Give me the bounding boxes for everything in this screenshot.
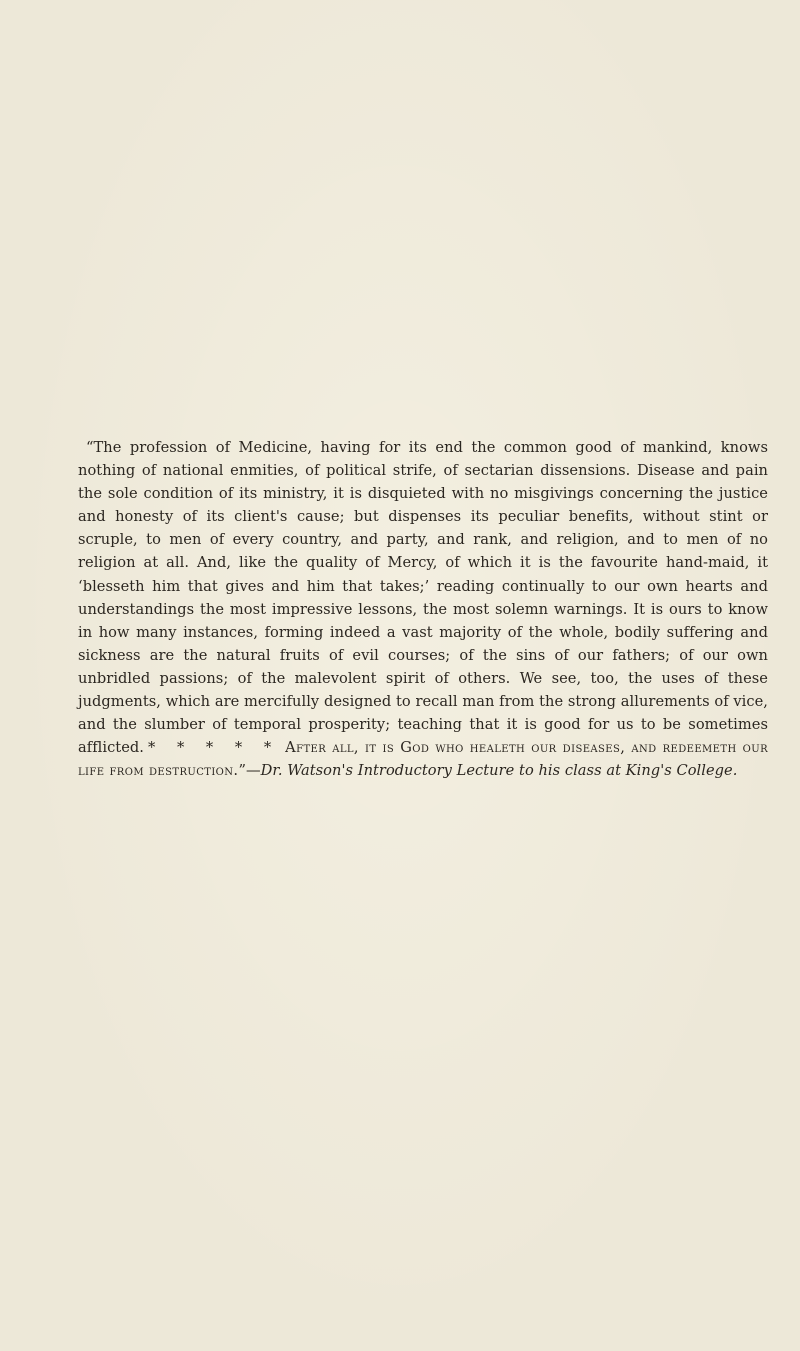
quotation-paragraph bbox=[78, 436, 768, 782]
attribution-citation: Dr. Watson's Introductory Lecture to his class at King's College. bbox=[260, 762, 738, 780]
closing-sentence-small-caps: After all, it is God who healeth our diseases, and redeemeth our life from destruction. bbox=[78, 739, 768, 780]
attribution-dash: — bbox=[245, 762, 261, 780]
closing-quote-mark: ” bbox=[238, 762, 246, 780]
quotation-body-text: The profession of Medicine, having for its end the common good of mankind, knows nothing of national enmities, of political strife, of sectarian dissensions. Disease and pain the sole condition of its ministry, it is disquieted with no misgivings concerning the justice and honesty of its client's cause; but dispenses its peculiar benefits, without stint or scruple, to men of every country, and party, and rank, and religion, and to men of no religion at all. And, like the quality of Mercy, of which it is the favourite hand-maid, it ‘blesseth him that gives and him that takes;’ reading continually to our own hearts and understandings the most impressive lessons, the most solemn warnings. It is ours to know in how many instances, forming indeed a vast majority of the whole, bodily suffering and sickness are the natural fruits of evil courses; of the sins of our fathers; of our own unbridled passions; of the malevolent spirit of others. We see, too, the uses of these judgments, which are mercifully designed to recall man from the strong allurements of vice, and the slumber of temporal prosperity; teaching that it is good for us to be sometimes afflicted. bbox=[78, 439, 768, 757]
ellipsis-stars: * * * * * bbox=[148, 739, 280, 757]
opening-quote-mark: “ bbox=[86, 439, 94, 456]
